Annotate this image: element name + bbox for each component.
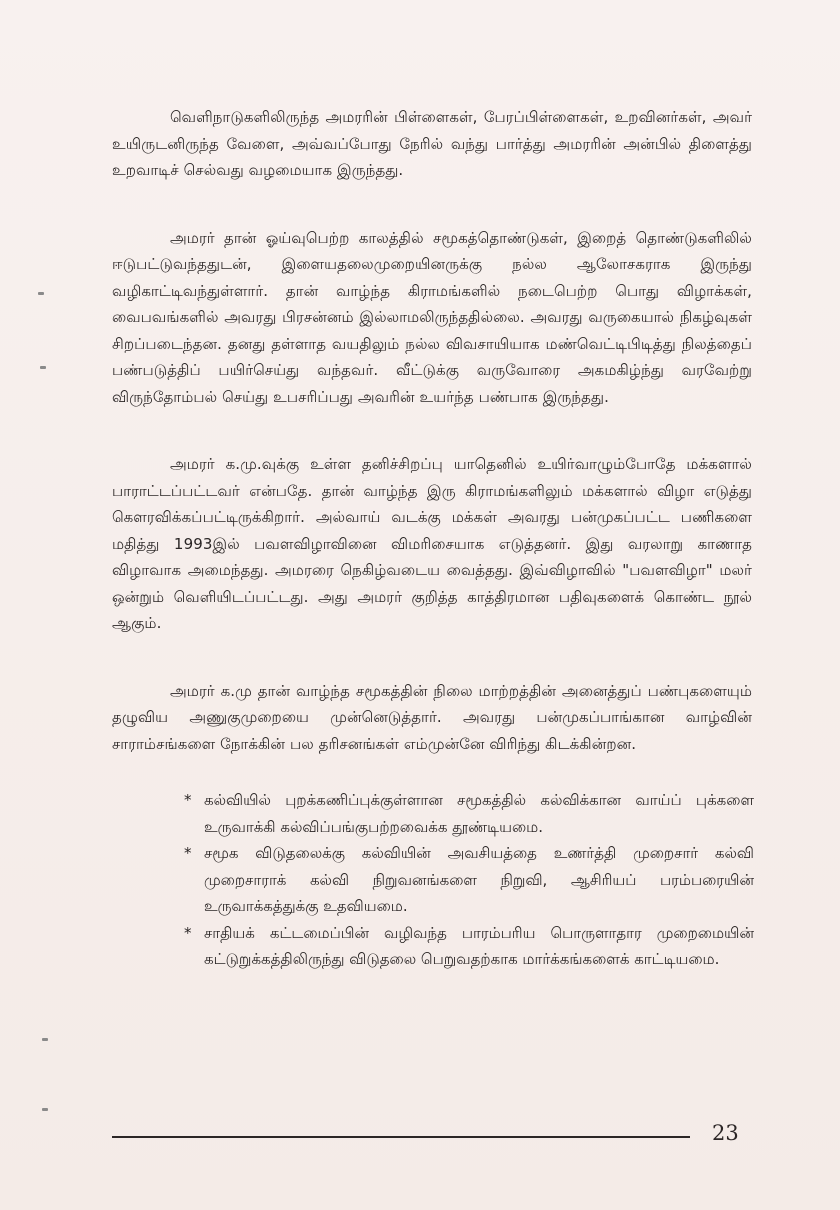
- margin-mark: [42, 1108, 48, 1111]
- paragraph-1: வெளிநாடுகளிலிருந்த அமரரின் பிள்ளைகள், பேரப்பிள்ளைகள், உறவினர்கள், அவர் உயிருடனிருந்த வேளை, அவ்வப்போது நேரில் வந்து பார்த்து அமரரின் அன்பில் திளைத்து உறவாடிச் செல்வது வழமையாக இருந்தது.: [112, 108, 752, 179]
- footer-rule: [112, 1136, 690, 1138]
- page-number: 23: [712, 1121, 739, 1145]
- bullet-item: * சமூக விடுதலைக்கு கல்வியின் அவசியத்தை உணர்த்தி முறைசார் கல்வி முறைசாராக் கல்வி நிறுவனங்களை நிறுவி, ஆசிரியப் பரம்பரையின் உருவாக்கத்துக்கு உதவியமை.: [184, 840, 754, 920]
- margin-mark: [40, 366, 46, 369]
- paragraph-2: அமரர் தான் ஓய்வுபெற்ற காலத்தில் சமூகத்தொண்டுகள், இறைத் தொண்டுகளிலில் ஈடுபட்டுவந்ததுடன், இளையதலைமுறையினருக்கு நல்ல ஆலோசகராக இருந்து வழிகாட்டிவந்துள்ளார். தான் வாழ்ந்த கிராமங்களில் நடைபெற்ற பொது விழாக்கள், வைபவங்களில் அவரது பிரசன்னம் இல்லாமலிருந்ததில்லை. அவரது வருகையால் நிகழ்வுகள் சிறப்படைந்தன. தனது தள்ளாத வயதிலும் நல்ல விவசாயியாக மண்வெட்டிபிடித்து நிலத்தைப் பண்படுத்திப் பயிர்செய்து வந்தவர். வீட்டுக்கு வருவோரை அகமகிழ்ந்து வரவேற்று விருந்தோம்பல் செய்து உபசரிப்பது அவரின் உயர்ந்த பண்பாக இருந்தது.: [112, 228, 752, 406]
- paragraph-4: அமரர் க.மு தான் வாழ்ந்த சமூகத்தின் நிலை மாற்றத்தின் அனைத்துப் பண்புகளையும் தழுவிய அணுகுமுறையை முன்னெடுத்தார். அவரது பன்முகப்பாங்கான வாழ்வின் சாராம்சங்களை நோக்கின் பல தரிசனங்கள் எம்முன்னே விரிந்து கிடக்கின்றன.: [112, 681, 752, 753]
- margin-mark: [38, 292, 44, 295]
- bullet-item: * கல்வியில் புறக்கணிப்புக்குள்ளான சமூகத்தில் கல்விக்கான வாய்ப் புக்களை உருவாக்கி கல்விப்பங்குபற்றவைக்க தூண்டியமை.: [184, 787, 754, 840]
- bullet-item: * சாதியக் கட்டமைப்பின் வழிவந்த பாரம்பரிய பொருளாதார முறைமையின் கட்டுறுக்கத்திலிருந்து விடுதலை பெறுவதற்காக மார்க்கங்களைக் காட்டியமை.: [184, 920, 754, 973]
- bullet-list: [184, 787, 754, 973]
- margin-mark: [42, 1038, 48, 1041]
- paragraph-3: அமரர் க.மு.வுக்கு உள்ள தனிச்சிறப்பு யாதெனில் உயிர்வாழும்போதே மக்களால் பாராட்டப்பட்டவர் என்பதே. தான் வாழ்ந்த இரு கிராமங்களிலும் மக்களால் விழா எடுத்து கௌரவிக்கப்பட்டிருக்கிறார். அல்வாய் வடக்கு மக்கள் அவரது பன்முகப்பட்ட பணிகளை மதித்து 1993இல் பவளவிழாவினை விமரிசையாக எடுத்தனர். இது வரலாறு காணாத விழாவாக அமைந்தது. அமரரை நெகிழ்வடைய வைத்தது. இவ்விழாவில் "பவளவிழா" மலர் ஒன்றும் வெளியிடப்பட்டது. அது அமரர் குறித்த காத்திரமான பதிவுகளைக் கொண்ட நூல் ஆகும்.: [112, 455, 752, 632]
- page-body: [112, 104, 752, 973]
